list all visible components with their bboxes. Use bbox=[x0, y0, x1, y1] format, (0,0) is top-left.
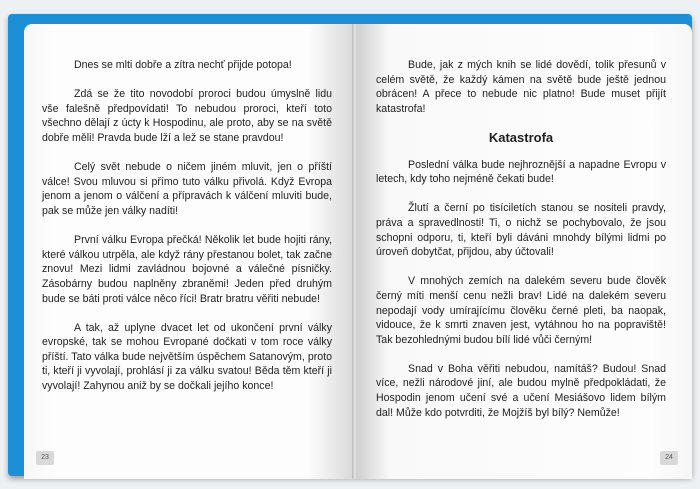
page-number-left: 23 bbox=[36, 451, 54, 465]
book-cover bbox=[8, 14, 692, 476]
paragraph: Bude, jak z mých knih se lidé dovědí, tolik přesunů v celém světě, že každý kámen na světě bude ještě jednou obrácen! A přece to nebude nic platno! Bude muset přijít katastrofa! bbox=[376, 59, 666, 115]
paragraph: První válku Evropa přečká! Několik let bude hojiti rány, které válkou utrpěla, ale když rány přestanou bolet, tak začne znovu! Mezi lidmi zavládnou bojovné a válečné písničky. Zásobárny budou naplněny zbraněmi! Jeden před druhým bude se báti proti válce něco říci! Bratr bratru věřiti nebude! bbox=[42, 234, 332, 305]
left-page-text bbox=[42, 58, 332, 408]
paragraph: Dnes se mlti dobře a zítra nechť přijde potopa! bbox=[74, 59, 292, 71]
section-heading: Katastrofa bbox=[488, 129, 554, 145]
paragraph: V mnohých zemích na dalekém severu bude člověk černý míti menší cenu nežli brav! Lidé na dalekém severu nepodají vody umírajícímu člověku černé pleti, ba naopak, vidouce, že k smrti znaven jest, vytáhnou ho na popraviště! Tak bezohlednými budou bílí lidé vůči černým! bbox=[376, 275, 666, 346]
paragraph: Celý svět nebude o ničem jiném mluvit, jen o příští válce! Svou mluvou si přímo tuto válku přivolá. Když Evropa jenom a jenom o válčení a přípravách k válčení mluviti bude, pak se může jen války nadíti! bbox=[42, 161, 332, 217]
left-page bbox=[24, 24, 354, 479]
right-page bbox=[356, 24, 692, 479]
paragraph: Žlutí a černí po tisíciletích stanou se nositeli pravdy, práva a spravedlnosti! Ti, o nichž se pochybovalo, že jsou schopni odporu, ti, kteří byli dáváni mnohdy bílými lidmi po úroveň dobytčat, přijdou, aby účtovali! bbox=[376, 202, 666, 259]
paragraph: Snad v Boha věřiti nebudou, namítáš? Budou! Snad více, nežli národové jiní, ale budou mylně předpokládati, že Hospodin jenom učení své a učení Mesiášovo lidem bílým dal! Může kdo potvrditi, že Mojžíš byl bílý? Nemůže! bbox=[376, 362, 666, 419]
paragraph: Poslední válka bude nejhroznější a napadne Evropu v letech, kdy toho nejméně čekati bude! bbox=[376, 158, 666, 186]
right-page-text bbox=[376, 58, 666, 435]
paragraph: Zdá se že tito novodobí proroci budou úmyslně lidu vše falešně předpovídati! To nebudou proroci, kteří toto všechno dělají z úcty k Hospodinu, ale proto, aby se na světě dobře měli! Pravda bude lží a lež se stane pravdou! bbox=[42, 88, 332, 144]
page-number-right: 24 bbox=[660, 451, 678, 465]
paragraph: A tak, až uplyne dvacet let od ukončení první války evropské, tak se mohou Evropané dočkati v tom roce války příští. Tato válka bude největším úspěchem Satanovým, proto ti, kteří ji vyvolají, prohlásí ji za válku svatou! Běda těm kteří ji vyvolají! Zahynou aniž by se dočkali jejího konce! bbox=[42, 321, 332, 393]
